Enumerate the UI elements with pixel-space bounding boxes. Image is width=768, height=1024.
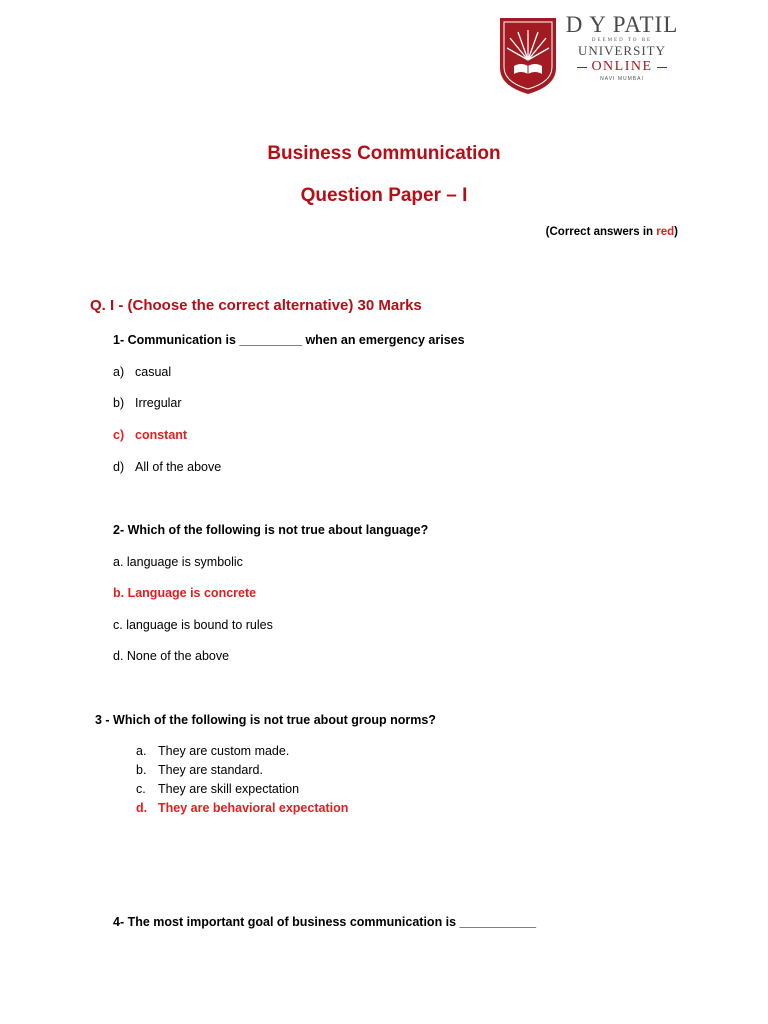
option-text: Irregular (135, 396, 182, 410)
option-text: All of the above (135, 460, 222, 474)
logo-rule-right (657, 67, 667, 68)
q3-option-c (136, 782, 299, 796)
q1-option-c-correct (113, 428, 187, 442)
logo-line-5: NAVI MUMBAI (600, 76, 644, 82)
q2-option-c: c. language is bound to rules (113, 618, 273, 632)
q2-option-d: d. None of the above (113, 649, 230, 663)
option-text: They are standard. (158, 763, 263, 777)
note-prefix: (Correct answers in (545, 226, 657, 238)
option-label: b. (136, 763, 147, 777)
logo-online-row (564, 59, 680, 75)
option-label: c. (136, 782, 146, 796)
q1-option-d (113, 460, 221, 474)
logo-line-3: UNIVERSITY (578, 43, 666, 58)
logo-rule-left (577, 67, 587, 68)
logo-line-2: DEEMED TO BE (591, 38, 653, 43)
question-3: 3 - Which of the following is not true about group norms? (95, 713, 436, 727)
question-4: 4- The most important goal of business communication is ___________ (113, 915, 537, 929)
document-subtitle: Question Paper – I (300, 185, 468, 206)
option-text: casual (135, 365, 172, 379)
q3-option-d-correct (136, 801, 348, 815)
logo-wordmark (564, 12, 680, 83)
option-label: b) (113, 396, 125, 410)
option-label: d) (113, 460, 125, 474)
option-text: constant (135, 428, 188, 442)
section-heading: Q. I - (Choose the correct alternative) 30 Marks (90, 297, 422, 314)
option-text: They are custom made. (158, 744, 290, 758)
university-logo (484, 12, 680, 100)
question-1: 1- Communication is _________ when an emergency arises (113, 333, 465, 347)
q1-option-b (113, 396, 182, 410)
option-label: a) (113, 365, 125, 379)
option-text: They are behavioral expectation (158, 801, 349, 815)
option-text: They are skill expectation (158, 782, 300, 796)
answer-key-note (546, 226, 678, 238)
note-suffix: ) (674, 226, 678, 238)
option-label: c) (113, 428, 125, 442)
option-label: d. (136, 801, 148, 815)
note-red-word: red (656, 226, 675, 238)
q2-option-a: a. language is symbolic (113, 555, 243, 569)
document-title: Business Communication (267, 143, 501, 164)
q3-option-a (136, 744, 289, 758)
shield-crest-icon (498, 16, 558, 96)
option-label: a. (136, 744, 147, 758)
q3-option-b (136, 763, 263, 777)
q1-option-a (113, 365, 171, 379)
question-2: 2- Which of the following is not true about language? (113, 523, 429, 537)
logo-line-1: D Y PATIL (565, 12, 679, 37)
q2-option-b-correct: b. Language is concrete (113, 586, 257, 600)
logo-line-4: ONLINE (591, 59, 653, 74)
